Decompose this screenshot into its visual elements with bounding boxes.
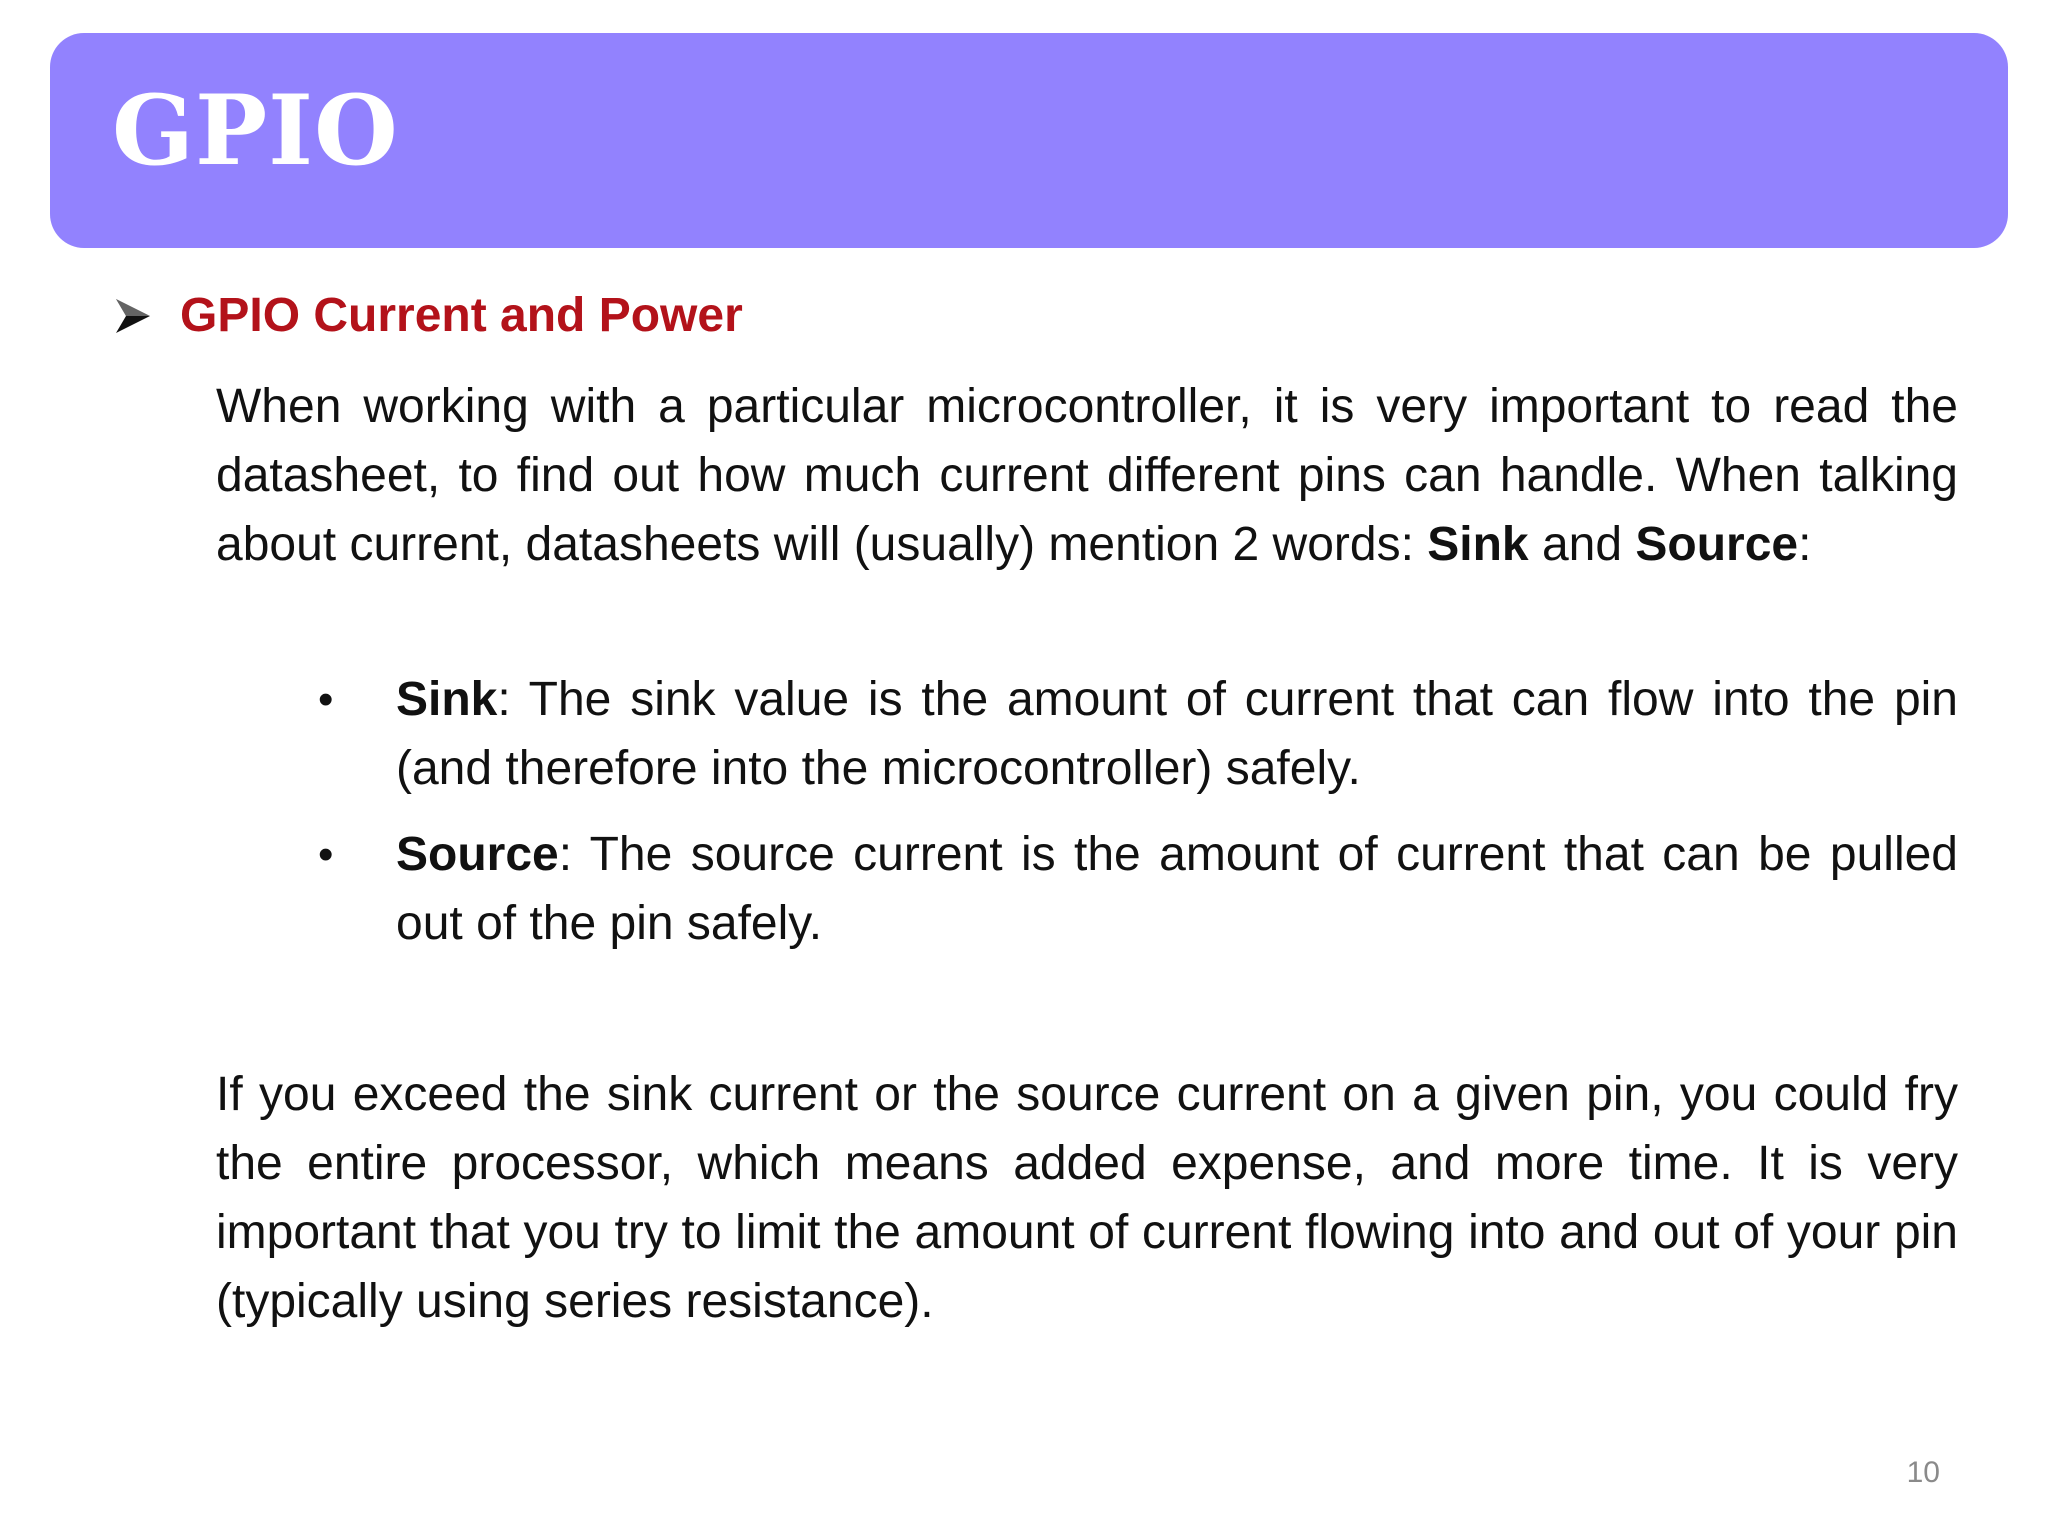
bullet-text: : The sink value is the amount of current that can flow into the pin (and therefore into the microcontroller) safely. <box>396 673 1958 795</box>
bullet-text: : The source current is the amount of current that can be pulled out of the pin safely. <box>396 828 1958 950</box>
section-heading <box>112 289 743 342</box>
bullet-dot-icon: • <box>318 675 334 724</box>
bullet-term: Sink <box>396 673 498 726</box>
bullet-dot-icon: • <box>318 830 334 879</box>
list-item <box>300 820 1958 958</box>
definition-list <box>300 665 1958 975</box>
intro-text: When working with a particular microcontroller, it is very important to read the datasheet, to find out how much current different pins can handle. When talking about current, datasheets will (usually) mention 2 words: <box>216 380 1958 571</box>
title-banner <box>50 33 2008 248</box>
intro-paragraph <box>216 372 1958 579</box>
intro-end: : <box>1798 518 1812 571</box>
arrowhead-bullet-icon <box>112 295 154 337</box>
outro-paragraph: If you exceed the sink current or the source current on a given pin, you could fry the entire processor, which means added expense, and more time. It is very important that you try to limit the amount of current flowing into and out of your pin (typically using series resistance). <box>216 1068 1958 1328</box>
term-sink: Sink <box>1427 518 1529 571</box>
term-source: Source <box>1635 518 1799 571</box>
section-heading-text: GPIO Current and Power <box>180 289 743 342</box>
page-number: 10 <box>1906 1456 1940 1489</box>
bullet-term: Source <box>396 828 559 881</box>
slide-title: GPIO <box>112 74 399 187</box>
intro-connector: and <box>1528 518 1636 571</box>
list-item <box>300 665 1958 803</box>
